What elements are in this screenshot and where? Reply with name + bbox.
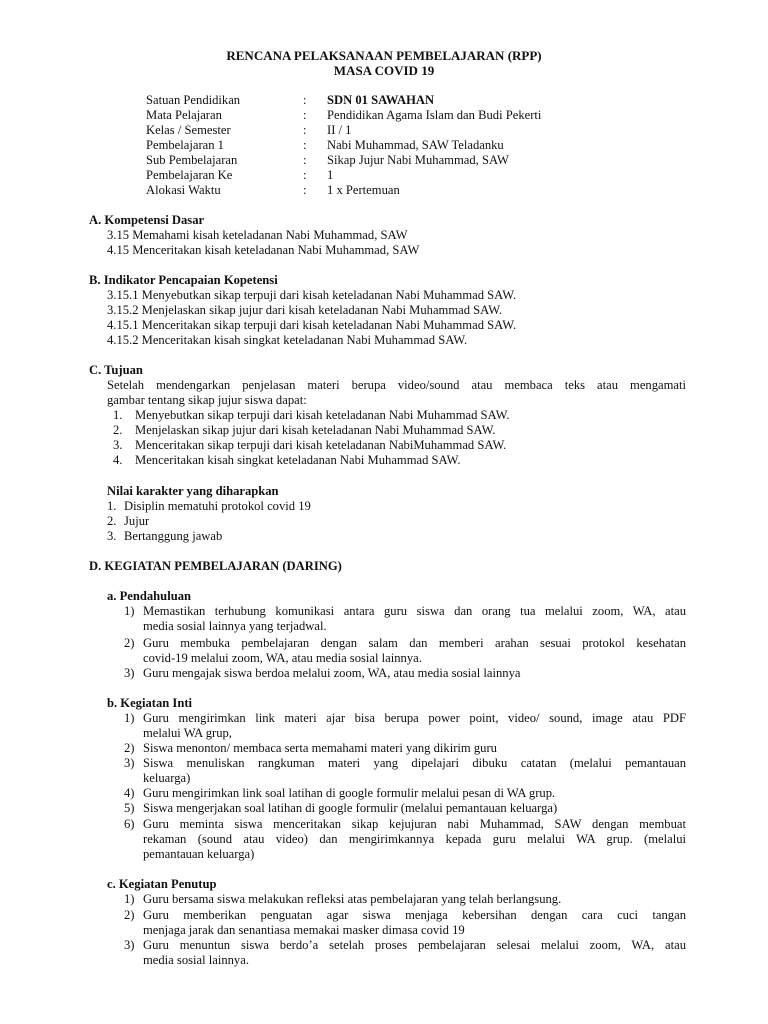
tujuan-item: Menceritakan sikap terpuji dari kisah keteladanan NabiMuhammad SAW. — [135, 438, 507, 452]
nilai-item: Bertanggung jawab — [124, 529, 223, 543]
info-value: Sikap Jujur Nabi Muhammad, SAW — [327, 153, 509, 167]
pendahuluan-item: Memastikan terhubung komunikasi antara guru siswa dan orang tua melalui zoom, WA, atau — [143, 604, 686, 618]
kegiatan-inti-heading: b. Kegiatan Inti — [107, 696, 193, 710]
info-value: II / 1 — [327, 123, 352, 137]
info-value: Pendidikan Agama Islam dan Budi Pekerti — [327, 108, 542, 122]
tujuan-item: Menyebutkan sikap terpuji dari kisah keteladanan Nabi Muhammad SAW. — [135, 408, 510, 422]
tujuan-number: 4. — [113, 453, 123, 467]
penutup-number: 1) — [124, 892, 135, 906]
info-colon: : — [303, 138, 307, 152]
inti-item: Siswa menuliskan rangkuman materi yang dipelajari dibuku catatan (melalui pemantauan — [143, 756, 686, 770]
inti-number: 5) — [124, 801, 135, 815]
inti-item-cont: keluarga) — [143, 771, 191, 785]
info-label: Kelas / Semester — [146, 123, 231, 137]
info-value: 1 x Pertemuan — [327, 183, 400, 197]
info-colon: : — [303, 93, 307, 107]
nilai-number: 1. — [107, 499, 117, 513]
tujuan-number: 1. — [113, 408, 123, 422]
penutup-item-cont: media sosial lainnya. — [143, 953, 249, 967]
info-label: Mata Pelajaran — [146, 108, 222, 122]
tujuan-item: Menjelaskan sikap jujur dari kisah keteladanan Nabi Muhammad SAW. — [135, 423, 496, 437]
tujuan-intro: Setelah mendengarkan penjelasan materi berupa video/sound atau membaca teks atau mengamati — [107, 378, 686, 392]
info-value: 1 — [327, 168, 334, 182]
document-title: RENCANA PELAKSANAAN PEMBELAJARAN (RPP) — [226, 48, 542, 63]
pendahuluan-item: Guru mengajak siswa berdoa melalui zoom, WA, atau media sosial lainnya — [143, 666, 521, 680]
nilai-number: 2. — [107, 514, 117, 528]
inti-item: Guru mengirimkan link soal latihan di google formulir melalui pesan di WA grup. — [143, 786, 556, 800]
penutup-item: Guru menuntun siswa berdo’a setelah proses pembelajaran selesai melalui zoom, WA, atau — [143, 938, 686, 952]
inti-number: 6) — [124, 817, 135, 831]
indikator-item: 3.15.1 Menyebutkan sikap terpuji dari kisah keteladanan Nabi Muhammad SAW. — [107, 288, 517, 302]
section-c-heading: C. Tujuan — [89, 363, 143, 377]
penutup-number: 2) — [124, 908, 135, 922]
inti-item-cont: pemantauan keluarga) — [143, 847, 255, 861]
info-label: Pembelajaran 1 — [146, 138, 224, 152]
penutup-item-cont: menjaga jarak dan senantiasa memakai masker dimasa covid 19 — [143, 923, 465, 937]
indikator-item: 3.15.2 Menjelaskan sikap jujur dari kisah keteladanan Nabi Muhammad SAW. — [107, 303, 503, 317]
section-d-heading: D. KEGIATAN PEMBELAJARAN (DARING) — [89, 559, 342, 573]
info-label: Alokasi Waktu — [146, 183, 221, 197]
info-value: Nabi Muhammad, SAW Teladanku — [327, 138, 504, 152]
inti-item-cont: melalui WA grup, — [143, 726, 232, 740]
info-label: Sub Pembelajaran — [146, 153, 238, 167]
pendahuluan-number: 3) — [124, 666, 135, 680]
inti-number: 3) — [124, 756, 135, 770]
penutup-item: Guru memberikan penguatan agar siswa menjaga kebersihan dengan cara cuci tangan — [143, 908, 686, 922]
pendahuluan-item-cont: covid-19 melalui zoom, WA, atau media sosial lainnya. — [143, 651, 422, 665]
info-colon: : — [303, 108, 307, 122]
kd-item: 3.15 Memahami kisah keteladanan Nabi Muhammad, SAW — [107, 228, 408, 242]
inti-number: 4) — [124, 786, 135, 800]
section-a-heading: A. Kompetensi Dasar — [89, 213, 205, 227]
section-b-heading: B. Indikator Pencapaian Kopetensi — [89, 273, 278, 287]
inti-item: Siswa menonton/ membaca serta memahami materi yang dikirim guru — [143, 741, 497, 755]
nilai-item: Jujur — [124, 514, 150, 528]
nilai-number: 3. — [107, 529, 117, 543]
info-label: Pembelajaran Ke — [146, 168, 233, 182]
info-colon: : — [303, 153, 307, 167]
pendahuluan-number: 1) — [124, 604, 135, 618]
indikator-item: 4.15.1 Menceritakan sikap terpuji dari kisah keteladanan Nabi Muhammad SAW. — [107, 318, 517, 332]
tujuan-intro: gambar tentang sikap jujur siswa dapat: — [107, 393, 307, 407]
inti-number: 2) — [124, 741, 135, 755]
info-value: SDN 01 SAWAHAN — [327, 93, 435, 107]
pendahuluan-item-cont: media sosial lainnya yang terjadwal. — [143, 619, 327, 633]
info-colon: : — [303, 123, 307, 137]
indikator-item: 4.15.2 Menceritakan kisah singkat keteladanan Nabi Muhammad SAW. — [107, 333, 468, 347]
tujuan-item: Menceritakan kisah singkat keteladanan Nabi Muhammad SAW. — [135, 453, 461, 467]
pendahuluan-number: 2) — [124, 636, 135, 650]
tujuan-number: 3. — [113, 438, 123, 452]
document-subtitle: MASA COVID 19 — [333, 63, 435, 78]
kd-item: 4.15 Menceritakan kisah keteladanan Nabi Muhammad, SAW — [107, 243, 420, 257]
pendahuluan-heading: a. Pendahuluan — [107, 589, 191, 603]
penutup-item: Guru bersama siswa melakukan refleksi atas pembelajaran yang telah berlangsung. — [143, 892, 562, 906]
penutup-number: 3) — [124, 938, 135, 952]
inti-number: 1) — [124, 711, 135, 725]
info-colon: : — [303, 183, 307, 197]
inti-item-cont: rekaman (sound atau video) dan mengirimkannya kepada guru melalui WA grup. (melalui — [143, 832, 686, 846]
info-label: Satuan Pendidikan — [146, 93, 241, 107]
inti-item: Guru mengirimkan link materi ajar bisa berupa power point, video/ sound, image atau PDF — [143, 711, 686, 725]
tujuan-number: 2. — [113, 423, 123, 437]
nilai-item: Disiplin mematuhi protokol covid 19 — [124, 499, 311, 513]
pendahuluan-item: Guru membuka pembelajaran dengan salam dan memberi arahan sesuai protokol kesehatan — [143, 636, 686, 650]
info-colon: : — [303, 168, 307, 182]
nilai-heading: Nilai karakter yang diharapkan — [107, 484, 279, 498]
kegiatan-penutup-heading: c. Kegiatan Penutup — [107, 877, 217, 891]
inti-item: Siswa mengerjakan soal latihan di google formulir (melalui pemantauan keluarga) — [143, 801, 558, 815]
inti-item: Guru meminta siswa menceritakan sikap kejujuran nabi Muhammad, SAW dengan membuat — [143, 817, 686, 831]
